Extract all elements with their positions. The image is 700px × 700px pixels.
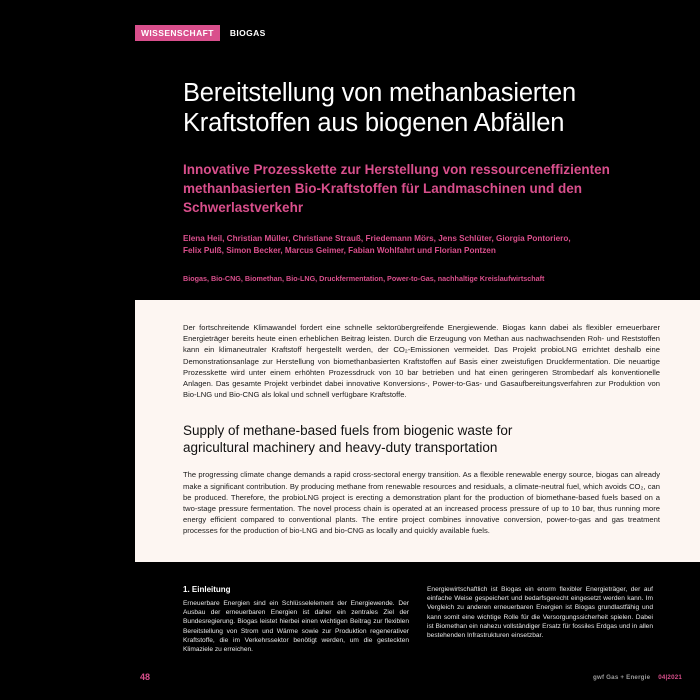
body-paragraph-right: Energiewirtschaftlich ist Biogas ein enorm flexibler Energieträger, der auf einfache Weise gespeichert und bedarfsgerecht eingesetzt werden kann. Im Vergleich zu anderen erneuerbaren Energien ist Biogas grundlastfähig und kann somit eine wichtige Rolle für die Versorgungssicherheit spielen. Dabei ist Biomethan ein nahezu vollständiger Ersatz für fossiles Erdgas und in allen bestehenden Infrastrukturen einsetzbar.	[427, 586, 653, 640]
body-columns	[183, 585, 653, 654]
article-subtitle: Innovative Prozesskette zur Herstellung von ressourceneffizienten methanbasierten Bio-Kraftstoffen für Landmaschinen und den Schwerlastverkehr	[183, 162, 610, 215]
footer-meta	[593, 674, 682, 681]
section-heading: 1. Einleitung	[183, 585, 231, 594]
page-number: 48	[140, 672, 151, 682]
header-category-tag: WISSENSCHAFT	[135, 25, 220, 41]
body-column-right	[427, 585, 653, 654]
article-title: Bereitstellung von methanbasierten Kraftstoffen aus biogenen Abfällen	[183, 79, 576, 137]
footer-issue: 04|2021	[658, 674, 682, 681]
author-list: Elena Heil, Christian Müller, Christiane Strauß, Friedemann Mörs, Jens Schlüter, Giorgia Pontoriero, Felix Pulß, Simon Becker, Marcus Geimer, Fabian Wohlfahrt und Florian Pontzen	[183, 234, 571, 255]
title-block	[183, 78, 663, 284]
page-header	[135, 22, 266, 44]
body-column-left	[183, 585, 409, 654]
abstract-german: Der fortschreitende Klimawandel fordert eine schnelle sektorübergreifende Energiewende. Biogas kann dabei als flexibler erneuerbarer Energieträger bereits heute einen erheblichen Beitrag leisten. Durch die Erzeugung von Methan aus nachwachsenden Roh- und Reststoffen kann ein klimaneutraler Kraftstoff hergestellt werden, der CO₂-Emissionen vermeidet. Das Projekt probioLNG errichtet deshalb eine Demonstrationsanlage zur Herstellung von biomethanbasierten Kraftstoffen auf Basis einer zweistufigen Druckfermentation. Die neuartige Prozesskette wird unter einem erhöhten Prozessdruck von 10 bar betrieben und hat einen geringeren Strombedarf als konventionelle Anlagen. Das gesamte Projekt verbindet dabei innovative Konversions-, Power-to-Gas- und Gasaufbereitungsverfahren zur Produktion von Bio-LNG und Bio-CNG als lokal und schnell verfügbare Kraftstoffe.	[183, 323, 660, 400]
keyword-list: Biogas, Bio-CNG, Biomethan, Bio-LNG, Druckfermentation, Power-to-Gas, nachhaltige Kreislaufwirtschaft	[183, 274, 545, 283]
abstract-english-title: Supply of methane-based fuels from biogenic waste for agricultural machinery and heavy-duty transportation	[183, 423, 513, 456]
abstract-english: The progressing climate change demands a rapid cross-sectoral energy transition. As a flexible renewable energy source, biogas can already make a significant contribution. By producing methane from renewable resources and residuals, a climate-neutral fuel, which avoids CO₂, can be produced. Therefore, the probioLNG project is erecting a demonstration plant for the production of biomethane-based fuels based on a two-stage pressure fermentation. The novel process chain is operated at an increased process pressure of up to 10 bar, thus running more energy efficient compared to conventional plants. The entire project combines innovative conversion, power-to-gas and gas treatment processes for the production of bio-LNG and bio-CNG as locally and quickly available fuels.	[183, 470, 660, 536]
footer-journal-name: gwf Gas + Energie	[593, 674, 651, 681]
abstract-inner	[135, 300, 700, 537]
abstract-panel	[135, 300, 700, 562]
header-section-label: BIOGAS	[229, 28, 266, 38]
body-paragraph-left: Erneuerbare Energien sind ein Schlüsselelement der Energiewende. Der Ausbau der erneuerbaren Energien ist daher ein zentrales Ziel der Bundesregierung. Biogas leistet hierbei einen wichtigen Beitrag zur flexiblen Bereitstellung von Strom und Wärme sowie zur Produktion regenerativer Kraftstoffe, die im Verkehrssektor benötigt werden, um die gesteckten Klimaziele zu erreichen.	[183, 600, 409, 654]
